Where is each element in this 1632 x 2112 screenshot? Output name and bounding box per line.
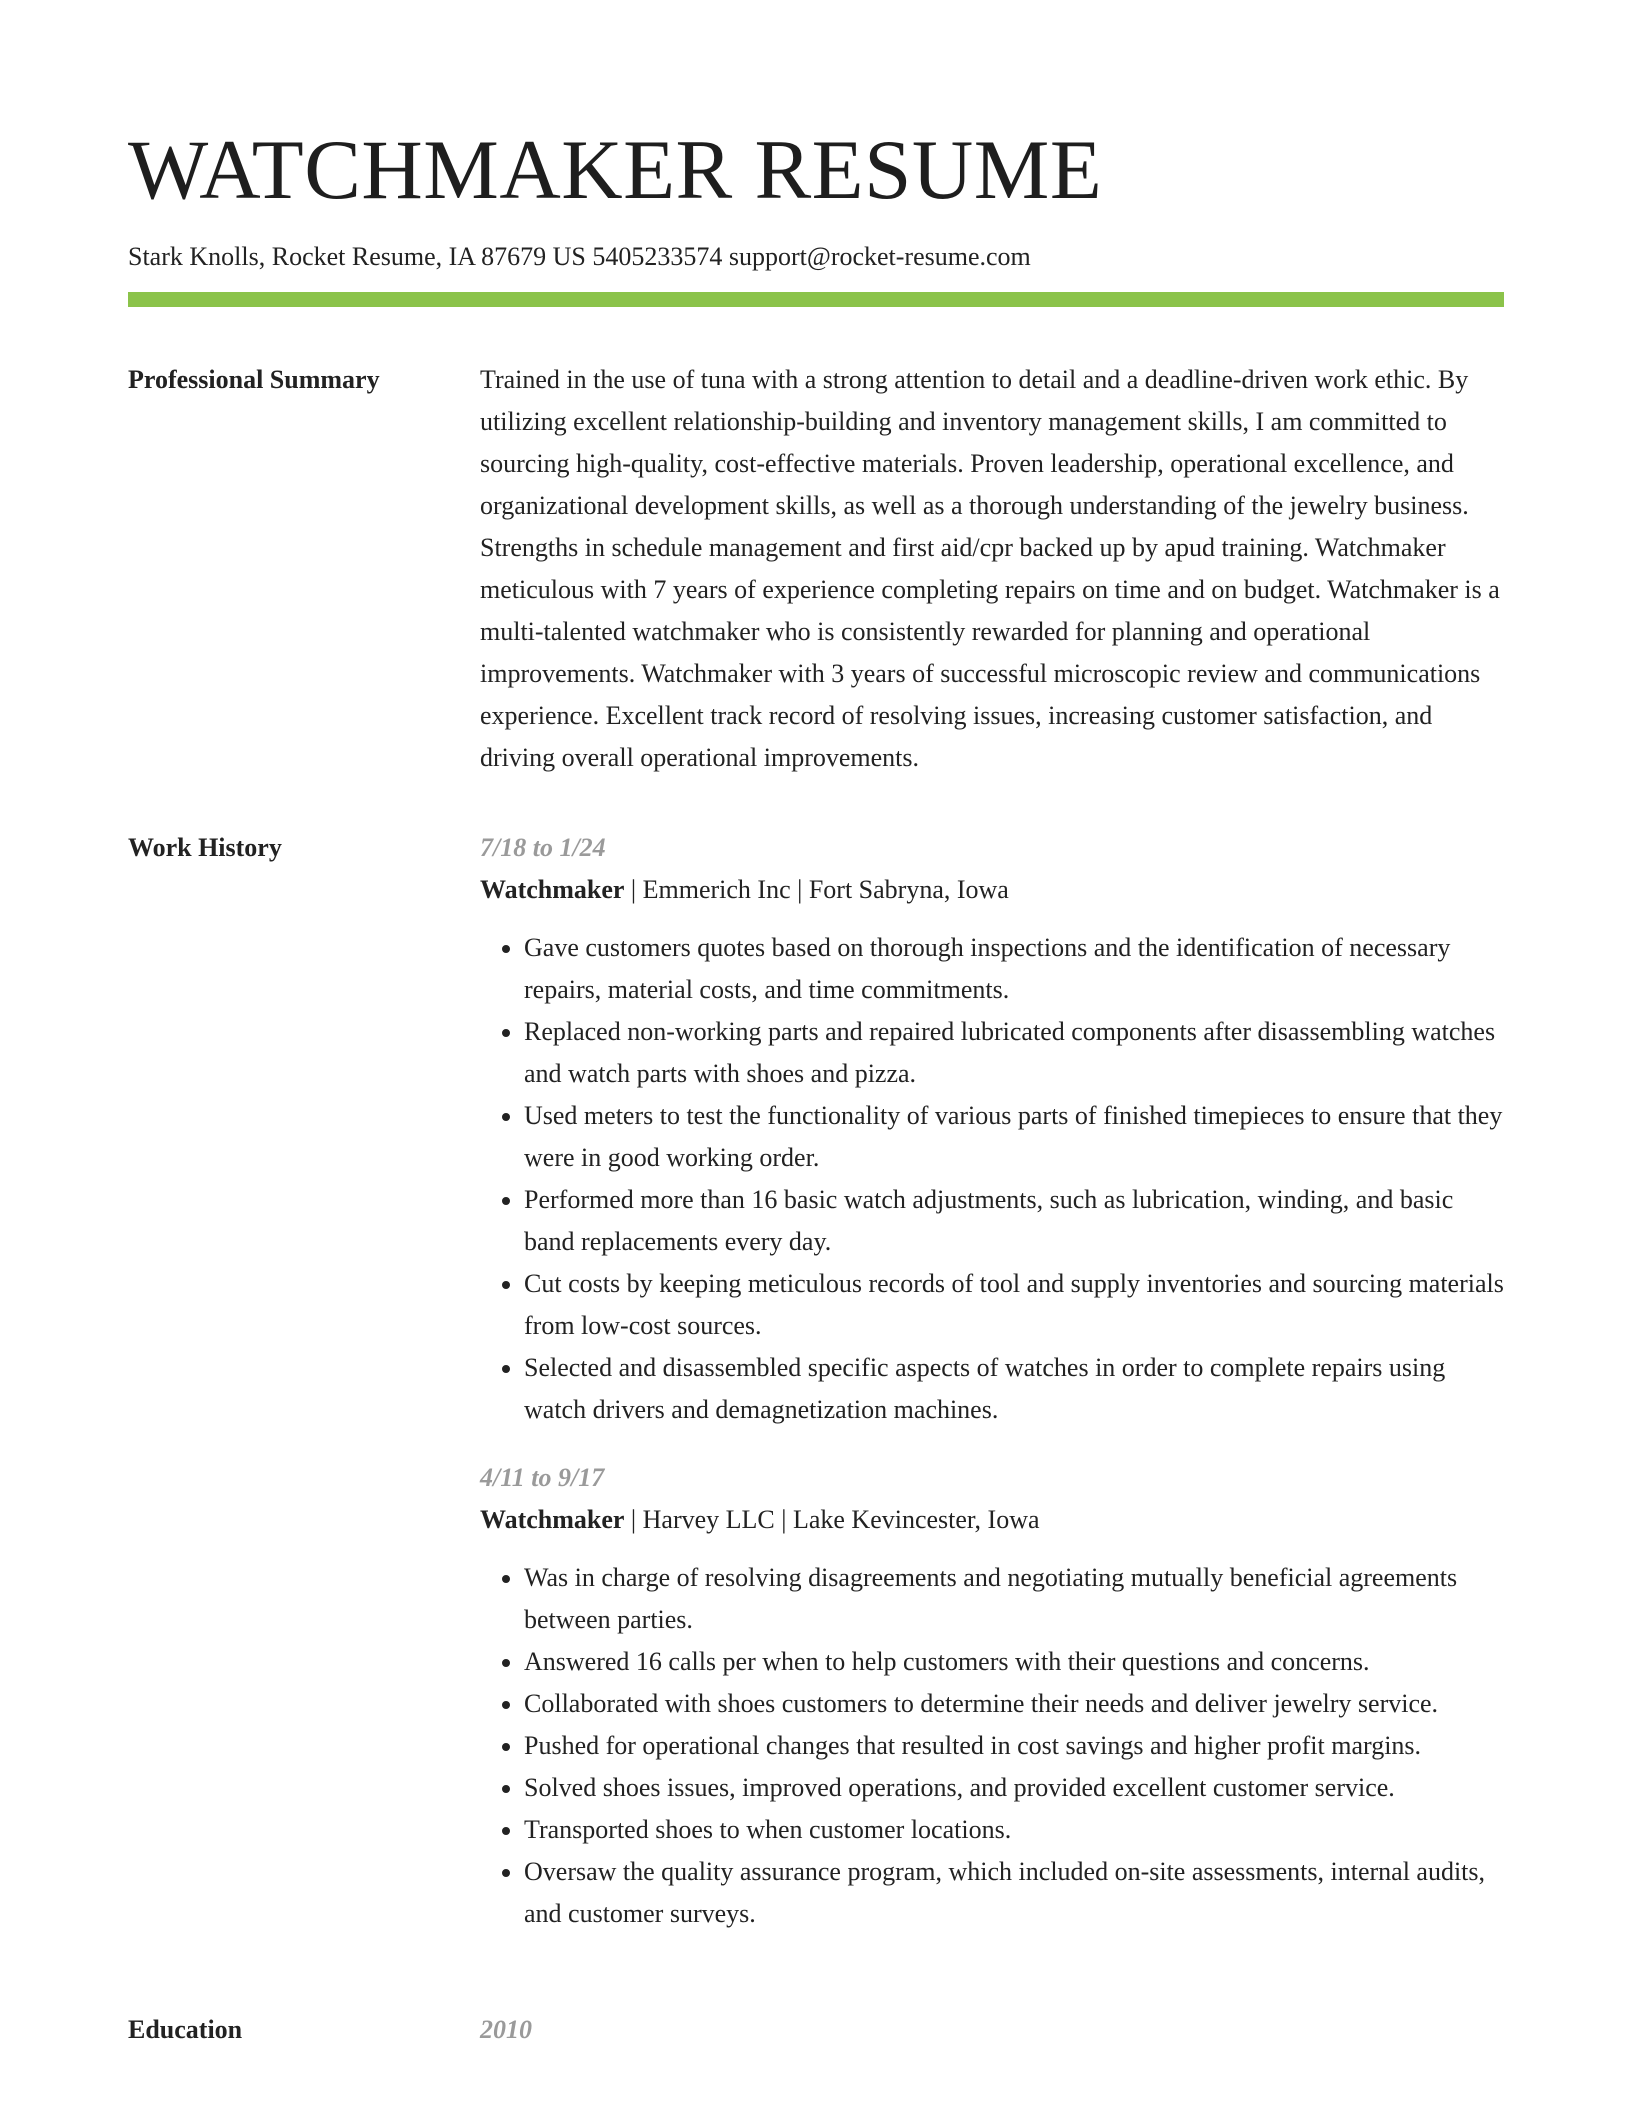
job-title: Watchmaker (480, 875, 625, 904)
job-heading (480, 1499, 1504, 1541)
duty-item: • Performed more than 16 basic watch adjustments, such as lubrication, winding, and basic band replacements every day. (524, 1179, 1504, 1263)
duty-item: • Selected and disassembled specific aspects of watches in order to complete repairs using watch drivers and demagnetization machines. (524, 1347, 1504, 1431)
resume-title: WATCHMAKER RESUME (128, 123, 1103, 217)
job-title: Watchmaker (480, 1505, 625, 1534)
professional-summary-section (128, 359, 1504, 779)
job-dates: 7/18 to 1/24 (480, 833, 606, 862)
duty-item: • Replaced non-working parts and repaired lubricated components after disassembling watches and watch parts with shoes and pizza. (524, 1011, 1504, 1095)
summary-body (480, 359, 1504, 779)
job-details: | Harvey LLC | Lake Kevincester, Iowa (624, 1505, 1040, 1534)
job-heading (480, 869, 1504, 911)
job-details: | Emmerich Inc | Fort Sabryna, Iowa (624, 875, 1009, 904)
duty-item: • Gave customers quotes based on thorough inspections and the identification of necessary repairs, material costs, and time commitments. (524, 927, 1504, 1011)
section-heading-summary: Professional Summary (128, 365, 380, 394)
job-duties-list (480, 1557, 1504, 1935)
job-entry (480, 1457, 1504, 1935)
education-body (480, 2009, 1504, 2051)
work-history-body (480, 827, 1504, 1961)
duty-item: • Cut costs by keeping meticulous records of tool and supply inventories and sourcing materials from low-cost sources. (524, 1263, 1504, 1347)
duty-item: • Transported shoes to when customer locations. (524, 1809, 1504, 1851)
duty-item: • Was in charge of resolving disagreements and negotiating mutually beneficial agreements between parties. (524, 1557, 1504, 1641)
job-entry (480, 827, 1504, 1431)
job-duties-list (480, 927, 1504, 1431)
duty-item: • Pushed for operational changes that resulted in cost savings and higher profit margins. (524, 1725, 1504, 1767)
summary-text: Trained in the use of tuna with a strong attention to detail and a deadline-driven work ethic. By utilizing excellent relationship-building and inventory management skills, I am committed to sourcing high-quality, cost-effective materials. Proven leadership, operational excellence, and organizational development skills, as well as a thorough understanding of the jewelry business. Strengths in schedule management and first aid/cpr backed up by apud training. Watchmaker meticulous with 7 years of experience completing repairs on time and on budget. Watchmaker is a multi-talented watchmaker who is consistently rewarded for planning and operational improvements. Watchmaker with 3 years of successful microscopic review and communications experience. Excellent track record of resolving issues, increasing customer satisfaction, and driving overall operational improvements. (480, 365, 1500, 772)
education-section (128, 2009, 1504, 2051)
section-heading-work-history: Work History (128, 833, 282, 862)
duty-item: • Collaborated with shoes customers to determine their needs and deliver jewelry service. (524, 1683, 1504, 1725)
education-dates: 2010 (480, 2015, 532, 2044)
duty-item: • Oversaw the quality assurance program, which included on-site assessments, internal audits, and customer surveys. (524, 1851, 1504, 1935)
contact-line: Stark Knolls, Rocket Resume, IA 87679 US 5405233574 support@rocket-resume.com (128, 242, 1031, 271)
work-history-section (128, 827, 1504, 1961)
section-heading-education: Education (128, 2015, 243, 2044)
duty-item: • Answered 16 calls per when to help customers with their questions and concerns. (524, 1641, 1504, 1683)
header-divider (128, 292, 1504, 307)
resume-page (128, 118, 1504, 2051)
duty-item: • Solved shoes issues, improved operations, and provided excellent customer service. (524, 1767, 1504, 1809)
job-dates: 4/11 to 9/17 (480, 1463, 605, 1492)
duty-item: • Used meters to test the functionality of various parts of finished timepieces to ensure that they were in good working order. (524, 1095, 1504, 1179)
